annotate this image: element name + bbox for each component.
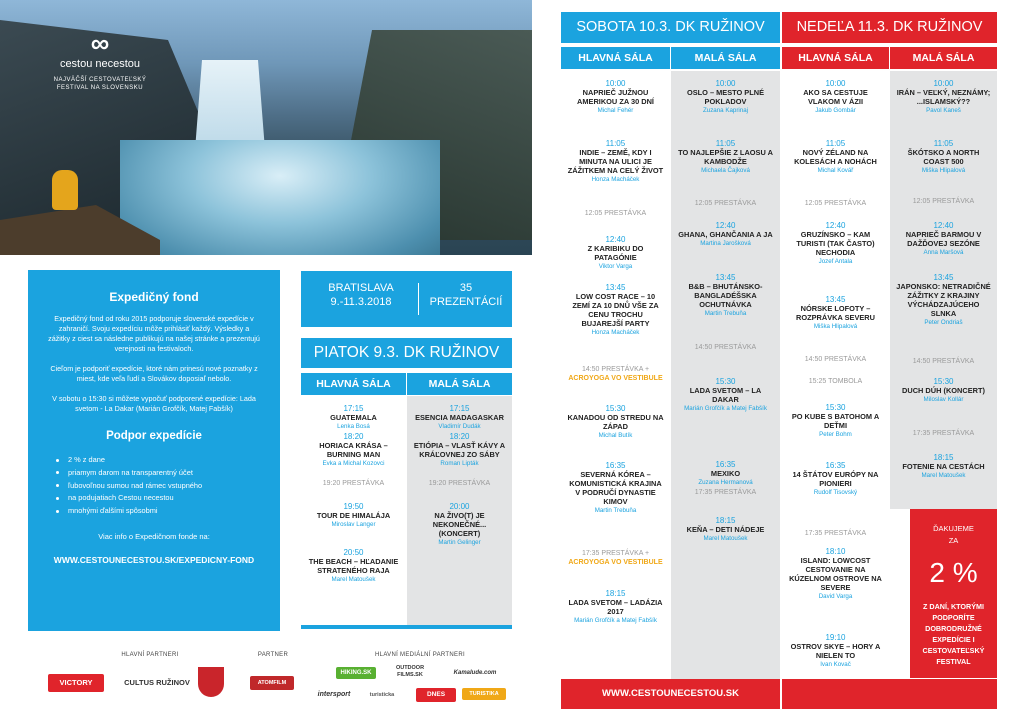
break-label: 12:05 PRESTÁVKA	[584, 210, 647, 217]
schedule-title: NAPRIEČ JUŽNOU AMERIKOU ZA 30 DNÍ	[577, 88, 654, 106]
fund-more-info: Viac info o Expedičnom fonde na:	[98, 531, 210, 541]
schedule-speaker: Martin Trebuňa	[704, 310, 747, 317]
schedule-speaker: Honza Macháček	[591, 329, 640, 336]
schedule-item	[782, 79, 889, 115]
saturday-small-hall-header: MALÁ SÁLA	[671, 47, 780, 69]
schedule-item	[671, 460, 780, 487]
thanks-panel	[910, 509, 997, 678]
schedule-time: 20:00	[449, 502, 470, 511]
break-label: 14:50 PRESTÁVKA	[912, 358, 975, 365]
schedule-item	[782, 295, 889, 331]
schedule-speaker: Viktor Varga	[598, 263, 633, 270]
friday-main-column	[301, 396, 406, 625]
schedule-item	[782, 461, 889, 497]
schedule-speaker: Zuzana Kaprinaj	[702, 107, 749, 114]
schedule-title: NAPRIEČ BARMOU V DAŽĎOVEJ SEZÓNE	[905, 230, 982, 248]
schedule-speaker: Evka a Michal Kozovci	[322, 460, 385, 467]
schedule-speaker: Marián Grofčík a Matej Fabšík	[574, 617, 657, 624]
break-label: 19:20 PRESTÁVKA	[428, 480, 491, 487]
schedule-item	[890, 377, 997, 404]
schedule-speaker: Marel Matoušek	[331, 576, 376, 583]
support-item: mnohými ďalšími spôsobmi	[56, 505, 280, 518]
hero-photo	[0, 0, 532, 255]
schedule-speaker: Rudolf Tisovský	[813, 489, 858, 496]
schedule-speaker: Michal Butík	[598, 432, 633, 439]
schedule-time: 16:35	[605, 461, 626, 470]
schedule-speaker: Miloslav Kollár	[923, 396, 964, 403]
schedule-time: 18:15	[605, 589, 626, 598]
thanks-line-3: Z DANÍ, KTORÝMI PODPORÍTE DOBRODRUŽNÉ EXPEDÍCIE I CESTOVATEĽSKÝ FESTIVAL	[922, 602, 985, 666]
schedule-title: 14 ŠTÁTOV EURÓPY NA PIONIERI	[792, 470, 879, 488]
schedule-speaker: Honza Macháček	[591, 176, 640, 183]
sunday-main-column	[782, 71, 889, 679]
media-logo-intersport: intersport	[317, 691, 351, 698]
schedule-time: 15:30	[825, 403, 846, 412]
schedule-title: JAPONSKO: NETRADIČNÉ ZÁŽITKY Z KRAJINY VÝCHÁDZAJÚCEHO SLNKA	[896, 282, 991, 318]
schedule-item	[782, 633, 889, 669]
schedule-title: LADA SVETOM – LADÁZIA 2017	[568, 598, 663, 616]
saturday-main-column	[561, 71, 670, 679]
schedule-title: NA ŽIVO(T) JE NEKONEČNÉ... (KONCERT)	[432, 511, 487, 538]
schedule-item	[782, 547, 889, 601]
schedule-time: 18:15	[715, 516, 736, 525]
break-label: 17:35 PRESTÁVKA	[694, 489, 757, 496]
schedule-title: MEXIKO	[710, 469, 741, 478]
break-label: 14:50 PRESTÁVKA	[694, 344, 757, 351]
schedule-time: 10:00	[933, 79, 954, 88]
schedule-time: 16:35	[715, 460, 736, 469]
waterfall	[195, 60, 265, 150]
schedule-break	[782, 355, 889, 364]
schedule-break	[890, 197, 997, 206]
schedule-item	[561, 404, 670, 440]
schedule-speaker: Zuzana Hermanová	[698, 479, 753, 486]
schedule-speaker: Martina Jarošková	[700, 240, 751, 247]
coat-of-arms-icon	[198, 667, 224, 697]
infinity-icon: ∞	[90, 28, 110, 58]
schedule-break	[671, 488, 780, 497]
schedule-item	[782, 139, 889, 175]
schedule-break	[782, 377, 889, 386]
schedule-item	[561, 461, 670, 515]
fund-paragraph-2: Cieľom je podporiť expedície, ktoré nám prinesú nové poznatky z miest, kde veľa ľudí a Slovákov doposiaľ nebolo.	[50, 364, 258, 383]
schedule-item	[561, 235, 670, 271]
schedule-time: 10:00	[825, 79, 846, 88]
schedule-time: 18:15	[933, 453, 954, 462]
schedule-title: NÓRSKE LOFOTY – ROZPRÁVKA SEVERU	[796, 304, 875, 322]
schedule-item	[890, 79, 997, 115]
schedule-item	[671, 377, 780, 413]
schedule-time: 13:45	[605, 283, 626, 292]
presentation-label: PREZENTÁCIÍ	[429, 296, 503, 308]
schedule-time: 15:30	[933, 377, 954, 386]
media-logo-dnes: DNES	[416, 688, 456, 702]
schedule-item	[301, 502, 406, 529]
schedule-item	[782, 221, 889, 266]
media-logo-outdoor-films: OUTDOOR FILMS.SK	[395, 665, 425, 678]
schedule-time: 11:05	[715, 139, 736, 148]
schedule-title: NOVÝ ZÉLAND NA KOLESÁCH A NOHÁCH	[794, 148, 877, 166]
schedule-time: 11:05	[825, 139, 846, 148]
partner-logo-cultus: CULTUS RUŽINOV	[124, 678, 190, 687]
break-extra: ACROYOGA VO VESTIBULE	[568, 375, 663, 382]
schedule-item	[671, 516, 780, 543]
schedule-title: AKO SA CESTUJE VLAKOM V ÁZII	[803, 88, 868, 106]
sunday-small-hall-header: MALÁ SÁLA	[890, 47, 997, 69]
schedule-item	[407, 404, 512, 431]
footer-url-link[interactable]: WWW.CESTOUNECESTOU.SK	[561, 679, 780, 709]
schedule-title: ESENCIA MADAGASKAR	[415, 413, 504, 422]
schedule-break	[561, 549, 670, 567]
break-extra: ACROYOGA VO VESTIBULE	[568, 559, 663, 566]
schedule-time: 10:00	[715, 79, 736, 88]
schedule-break	[782, 199, 889, 208]
schedule-title: OSTROV SKYE – HORY A NIELEN TO	[790, 642, 881, 660]
schedule-title: INDIE – ZEMĚ, KDY I MINUTA NA ULICI JE ZÁŽITKEM NA CELÝ ŽIVOT	[567, 148, 664, 175]
schedule-break	[890, 429, 997, 438]
schedule-title: DUCH DÚH (KONCERT)	[902, 386, 985, 395]
support-list	[28, 454, 280, 518]
schedule-time: 11:05	[933, 139, 954, 148]
schedule-time: 12:40	[715, 221, 736, 230]
schedule-break	[561, 365, 670, 383]
dates: 9.-11.3.2018	[330, 296, 392, 308]
schedule-time: 13:45	[715, 273, 736, 282]
schedule-speaker: Jakub Gombár	[815, 107, 856, 114]
schedule-time: 16:35	[825, 461, 846, 470]
break-label: 12:05 PRESTÁVKA	[804, 200, 867, 207]
brand-logo	[40, 30, 160, 92]
schedule-title: LOW COST RACE – 10 ZEMÍ ZA 10 DNŮ VŠE ZA CENU TROCHU BUJAREJŠÍ PARTY	[572, 292, 659, 328]
schedule-title: FOTENIE NA CESTÁCH	[902, 462, 985, 471]
festival-info-box	[301, 271, 512, 327]
schedule-item	[301, 432, 406, 468]
break-label: 17:35 PRESTÁVKA	[804, 530, 867, 537]
schedule-speaker: David Varga	[818, 593, 853, 600]
fund-paragraph-3: V sobotu o 15:30 si môžete vypočuť podporené expedície: Lada svetom - La Dakar (Marián Grofčík, Matej Fabšík)	[52, 394, 256, 413]
schedule-break	[671, 343, 780, 352]
schedule-speaker: Peter Bohm	[819, 431, 852, 438]
schedule-break	[301, 479, 406, 488]
schedule-break	[782, 529, 889, 538]
schedule-speaker: Michal Kovář	[817, 167, 854, 174]
thanks-line-1: ĎAKUJEME	[933, 524, 974, 533]
saturday-main-hall-header: HLAVNÁ SÁLA	[561, 47, 670, 69]
schedule-speaker: Anna Maršová	[923, 249, 964, 256]
friday-main-hall-header: HLAVNÁ SÁLA	[301, 373, 406, 395]
media-logo-turisticka: turisticka	[369, 692, 395, 698]
schedule-time: 15:30	[605, 404, 626, 413]
schedule-item	[561, 79, 670, 115]
schedule-break	[407, 479, 512, 488]
break-label: 14:50 PRESTÁVKA +	[581, 366, 650, 373]
break-label: 14:50 PRESTÁVKA	[804, 356, 867, 363]
schedule-time: 13:45	[933, 273, 954, 282]
schedule-time: 18:20	[343, 432, 364, 441]
schedule-time: 19:10	[825, 633, 846, 642]
schedule-time: 12:40	[605, 235, 626, 244]
brand-name: cestou necestou	[59, 58, 141, 70]
support-item: ľubovoľnou sumou nad rámec vstupného	[56, 480, 280, 493]
break-label: 15:25 TOMBOLA	[808, 378, 863, 385]
schedule-time: 17:15	[343, 404, 364, 413]
schedule-speaker: Martin Trebuňa	[594, 507, 637, 514]
schedule-item	[890, 139, 997, 175]
schedule-time: 13:45	[825, 295, 846, 304]
schedule-speaker: Miška Hlipalová	[921, 167, 966, 174]
schedule-item	[407, 502, 512, 547]
expedition-fund-panel	[28, 270, 280, 631]
schedule-time: 20:50	[343, 548, 364, 557]
schedule-time: 17:15	[449, 404, 470, 413]
fund-url-link[interactable]: WWW.CESTOUNECESTOU.SK/EXPEDICNY-FOND	[53, 554, 255, 565]
schedule-item	[561, 589, 670, 625]
schedule-title: ETIÓPIA – VLASŤ KÁVY A KRÁĽOVNEJ ZO SÁBY	[413, 441, 506, 459]
media-logo-kamalude: Kamalude.com	[453, 670, 497, 676]
schedule-item	[301, 404, 406, 431]
fund-title: Expedičný fond	[109, 290, 199, 304]
schedule-title: Z KARIBIKU DO PATAGÓNIE	[587, 244, 644, 262]
media-logo-turistika: TURISTIKA	[462, 688, 506, 700]
presentation-count: 35	[459, 282, 473, 294]
fund-paragraph-1: Expedičný fond od roku 2015 podporuje slovenské expedície v zahraničí. Svoju expedíciu môže prihlásiť každý. Výsledky a zážitky z ciest sa následne publikujú na našej stránke a prezentujú verejnosti na festivaloch.	[48, 314, 260, 353]
friday-small-hall-header: MALÁ SÁLA	[407, 373, 512, 395]
schedule-title: TOUR DE HIMALÁJA	[316, 511, 391, 520]
schedule-title: ISLAND: LOWCOST CESTOVANIE NA KÚZELNOM OSTROVE NA SEVERE	[789, 556, 882, 592]
schedule-speaker: Michal Fehér	[597, 107, 634, 114]
support-item: priamym darom na transparentný účet	[56, 467, 280, 480]
support-title: Podpor expedície	[106, 430, 202, 442]
schedule-title: THE BEACH – HĽADANIE STRATENÉHO RAJA	[308, 557, 399, 575]
schedule-speaker: Marián Grofčík a Matej Fabšík	[684, 405, 767, 412]
support-item: 2 % z dane	[56, 454, 280, 467]
sunday-title: NEDEĽA 11.3. DK RUŽINOV	[782, 12, 997, 43]
schedule-speaker: Jozef Antala	[818, 258, 853, 265]
brand-tagline: NAJVÄČŠÍ CESTOVATEĽSKÝ FESTIVAL NA SLOVENSKU	[53, 77, 147, 91]
break-label: 17:35 PRESTÁVKA +	[581, 550, 650, 557]
schedule-title: IRÁN – VEĽKÝ, NEZNÁMY; ...ISLAMSKÝ??	[896, 88, 991, 106]
friday-title: PIATOK 9.3. DK RUŽINOV	[301, 338, 512, 368]
schedule-time: 18:10	[825, 547, 846, 556]
schedule-title: SEVERNÁ KÓREA – KOMUNISTICKÁ KRAJINA V PODRUČÍ DYNASTIE KIMOV	[569, 470, 662, 506]
schedule-time: 12:40	[933, 221, 954, 230]
schedule-time: 18:20	[449, 432, 470, 441]
schedule-title: ŠKÓTSKO A NORTH COAST 500	[907, 148, 980, 166]
schedule-title: KANADOU OD STREDU NA ZÁPAD	[567, 413, 664, 431]
schedule-item	[890, 221, 997, 257]
schedule-item	[782, 403, 889, 439]
schedule-speaker: Peter Ondriaš	[924, 319, 963, 326]
break-label: 12:05 PRESTÁVKA	[694, 200, 757, 207]
day-divider	[780, 12, 782, 709]
schedule-time: 15:30	[715, 377, 736, 386]
schedule-time: 12:40	[825, 221, 846, 230]
schedule-title: TO NAJLEPŠIE Z LAOSU A KAMBODŽE	[678, 148, 773, 166]
schedule-time: 11:05	[605, 139, 626, 148]
schedule-speaker: Ivan Kovač	[820, 661, 851, 668]
divider	[418, 283, 419, 315]
schedule-speaker: Roman Lipták	[440, 460, 479, 467]
thanks-percent: 2 %	[929, 557, 978, 588]
media-partners-label: HLAVNÍ MEDIÁLNÍ PARTNERI	[375, 652, 465, 658]
schedule-item	[890, 453, 997, 480]
schedule-item	[561, 283, 670, 337]
schedule-title: PO KUBE S BATOHOM A DEŤMI	[791, 412, 880, 430]
saturday-title: SOBOTA 10.3. DK RUŽINOV	[561, 12, 780, 43]
city: BRATISLAVA	[328, 282, 394, 294]
schedule-item	[301, 548, 406, 584]
support-item: na podujatiach Cestou necestou	[56, 492, 280, 505]
sunday-main-hall-header: HLAVNÁ SÁLA	[782, 47, 889, 69]
river	[120, 140, 440, 255]
schedule-title: HORIACA KRÁSA – BURNING MAN	[319, 441, 388, 459]
schedule-speaker: Vladimír Dudák	[438, 423, 481, 430]
schedule-title: KEŇA – DETI NÁDEJE	[686, 525, 765, 534]
schedule-speaker: Miroslav Langer	[331, 521, 376, 528]
schedule-title: GRUZÍNSKO – KAM TURISTI (TAK ČASTO) NECHODIA	[796, 230, 875, 257]
schedule-speaker: Martin Gelinger	[438, 539, 481, 546]
saturday-small-column	[671, 71, 780, 679]
schedule-speaker: Pavol Kaneš	[926, 107, 961, 114]
schedule-time: 10:00	[605, 79, 626, 88]
schedule-speaker: Michaela Čajková	[701, 167, 750, 174]
schedule-speaker: Lenka Bosá	[337, 423, 370, 430]
schedule-break	[561, 209, 670, 218]
schedule-time: 19:50	[343, 502, 364, 511]
schedule-break	[890, 357, 997, 366]
sunday-small-column	[890, 71, 997, 509]
break-label: 17:35 PRESTÁVKA	[912, 430, 975, 437]
schedule-title: B&B – BHUTÁNSKO-BANGLADÉŠSKA OCHUTNÁVKA	[688, 282, 763, 309]
schedule-item	[407, 432, 512, 468]
schedule-speaker: Marel Matoušek	[703, 535, 748, 542]
schedule-speaker: Miška Hlipalová	[813, 323, 858, 330]
friday-bottom-line	[301, 625, 512, 629]
person-figure	[52, 170, 78, 210]
partner-logo-victory: VICTORY	[48, 674, 104, 692]
main-partners-label: HLAVNÍ PARTNERI	[121, 652, 179, 658]
schedule-title: LADA SVETOM – LA DAKAR	[689, 386, 762, 404]
partner-label: PARTNER	[257, 652, 289, 658]
schedule-item	[671, 273, 780, 318]
footer-bar	[782, 679, 997, 709]
schedule-item	[671, 221, 780, 248]
schedule-item	[671, 79, 780, 115]
schedule-item	[561, 139, 670, 184]
schedule-item	[890, 273, 997, 327]
schedule-speaker: Marel Matoušek	[921, 472, 966, 479]
schedule-break	[671, 199, 780, 208]
schedule-title: OSLO – MESTO PLNÉ POKLADOV	[686, 88, 765, 106]
thanks-line-2: ZA	[948, 536, 959, 545]
partner-logo-atomfilm: ATOMFILM	[250, 676, 294, 690]
break-label: 12:05 PRESTÁVKA	[912, 198, 975, 205]
break-label: 19:20 PRESTÁVKA	[322, 480, 385, 487]
friday-small-column	[407, 396, 512, 625]
schedule-title: GHANA, GHANČANIA A JA	[678, 230, 773, 239]
schedule-item	[671, 139, 780, 175]
schedule-title: GUATEMALA	[330, 413, 377, 422]
media-logo-hiking: HIKING.SK	[336, 667, 376, 679]
